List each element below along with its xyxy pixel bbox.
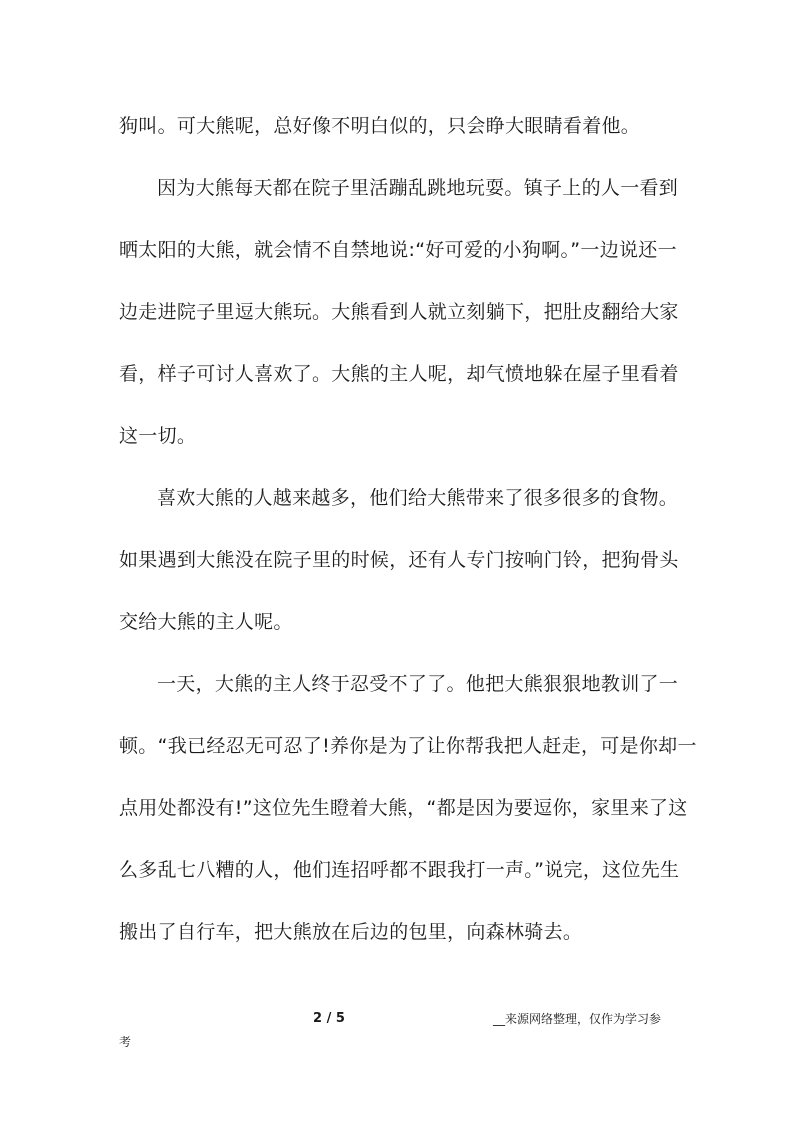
paragraph-line-8: 如果遇到大熊没在院子里的时候，还有人专门按响门铃，把狗骨头 bbox=[119, 549, 679, 571]
paragraph-line-6: 这一切。 bbox=[119, 425, 197, 447]
paragraph-line-12: 点用处都没有!”这位先生瞪着大熊，“都是因为要逗你，家里来了这 bbox=[119, 797, 688, 819]
paragraph-line-4: 边走进院子里逗大熊玩。大熊看到人就立刻躺下，把肚皮翻给大家 bbox=[119, 301, 679, 323]
paragraph-line-5: 看，样子可讨人喜欢了。大熊的主人呢，却气愤地躲在屋子里看着 bbox=[119, 363, 679, 385]
paragraph-line-7: 喜欢大熊的人越来越多，他们给大熊带来了很多很多的食物。 bbox=[157, 487, 679, 509]
page-number: 2 / 5 bbox=[313, 1011, 345, 1026]
paragraph-line-13: 么多乱七八糟的人，他们连招呼都不跟我打一声。”说完，这位先生 bbox=[119, 859, 680, 881]
paragraph-line-1: 狗叫。可大熊呢，总好像不明白似的，只会睁大眼睛看着他。 bbox=[119, 115, 641, 137]
paragraph-line-9: 交给大熊的主人呢。 bbox=[119, 611, 293, 633]
paragraph-line-14: 搬出了自行车，把大熊放在后边的包里，向森林骑去。 bbox=[119, 921, 583, 943]
paragraph-line-3: 晒太阳的大熊，就会情不自禁地说:“好可爱的小狗啊。”一边说还一 bbox=[119, 239, 677, 261]
paragraph-line-2: 因为大熊每天都在院子里活蹦乱跳地玩耍。镇子上的人一看到 bbox=[157, 177, 679, 199]
source-note: __来源网络整理，仅作为学习参 bbox=[493, 1012, 662, 1026]
source-note-continuation: 考 bbox=[119, 1035, 132, 1049]
paragraph-line-11: 顿。“我已经忍无可忍了!养你是为了让你帮我把人赶走，可是你却一 bbox=[119, 735, 697, 757]
paragraph-line-10: 一天，大熊的主人终于忍受不了了。他把大熊狠狠地教训了一 bbox=[157, 673, 679, 695]
